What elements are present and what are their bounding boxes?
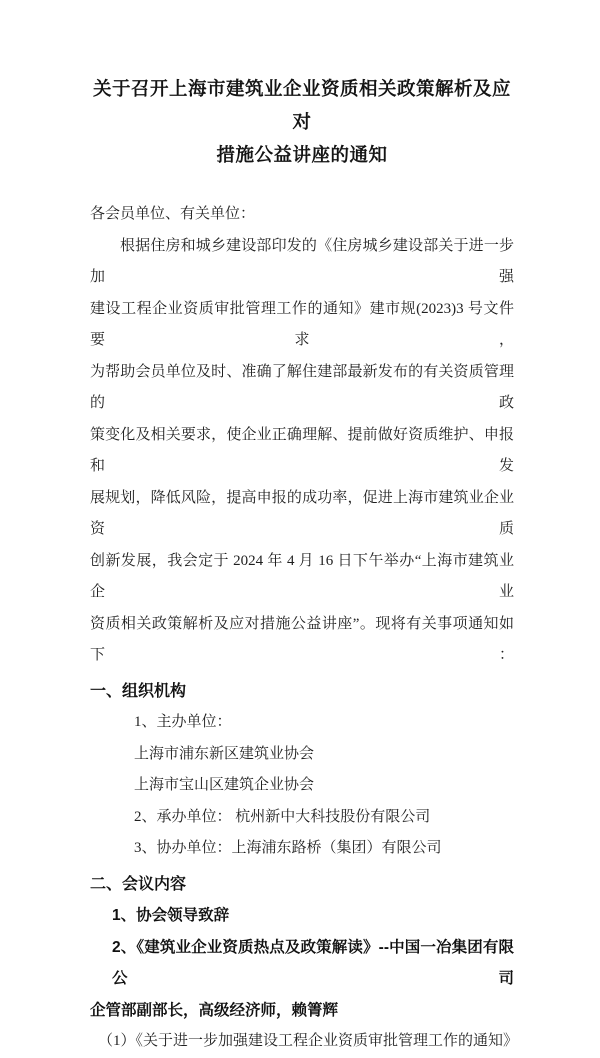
agenda-item-1: 1、协会领导致辞 [112,907,230,924]
list-item-host-1: 上海市浦东新区建筑业协会 [134,745,315,762]
agenda-item-2: 2、《建筑业企业资质热点及政策解读》--中国一冶集团有限公司 [112,938,514,987]
paragraph-line: 展规划，降低风险，提高申报的成功率，促进上海市建筑业企业资质 [90,489,514,537]
agenda-item-2-speaker: 企管部副部长，高级经济师，赖箐辉 [90,1001,339,1019]
section-heading-agenda: 二、会议内容 [90,875,187,893]
section-heading-organization: 一、组织机构 [90,682,187,700]
list-item-coorganizer: 3、协办单位：上海浦东路桥（集团）有限公司 [134,840,442,856]
paragraph-line: 创新发展，我会定于 2024 年 4 月 16 日下午举办“上海市建筑业企业 [90,552,514,600]
page-title-line-1: 关于召开上海市建筑业企业资质相关政策解析及应对 [92,78,511,132]
paragraph-line: 资质相关政策解析及应对措施公益讲座”。现将有关事项通知如下： [90,615,514,663]
list-item-organizer: 2、承办单位： 杭州新中大科技股份有限公司 [134,808,431,825]
document-body [90,199,519,1058]
paragraph-line: 根据住房和城乡建设部印发的《住房城乡建设部关于进一步加强 [90,237,514,285]
paragraph-line: 建设工程企业资质审批管理工作的通知》建市规(2023)3 号文件要求， [90,300,514,348]
list-item-host-label: 1、主办单位： [134,714,232,730]
paragraph-line: 策变化及相关要求，使企业正确理解、提前做好资质维护、申报和发 [90,426,514,474]
list-item-host-2: 上海市宝山区建筑企业协会 [134,777,315,793]
page-title [90,72,514,171]
agenda-subitem-1: （1）《关于进一步加强建设工程企业资质审批管理工作的通知》 [98,1033,519,1049]
salutation: 各会员单位、有关单位： [90,206,256,222]
paragraph-line: 为帮助会员单位及时、准确了解住建部最新发布的有关资质管理的政 [90,363,514,411]
page-title-line-2: 措施公益讲座的通知 [216,144,388,165]
